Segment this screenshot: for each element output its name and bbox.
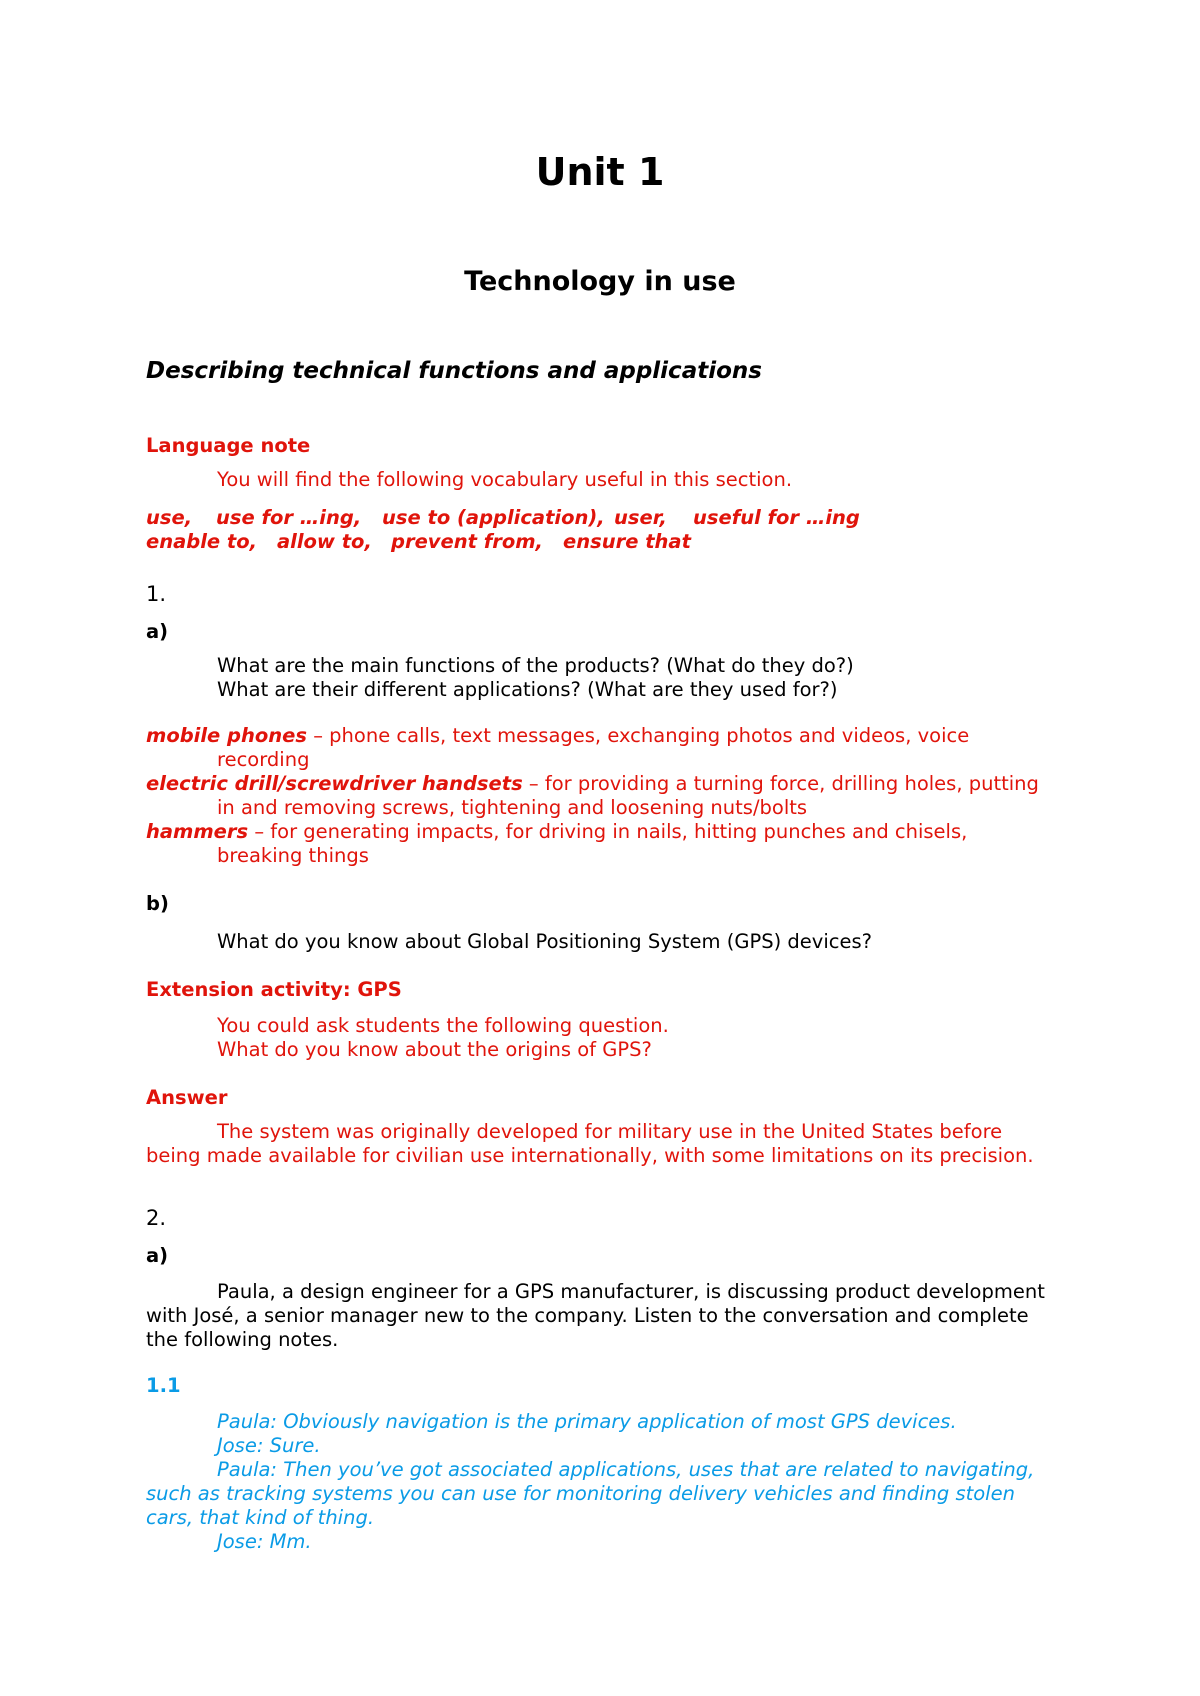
answer-text: in and removing screws, tightening and loosening nuts/bolts	[217, 796, 808, 819]
transcript-line: Paula: Then you’ve got associated applications, uses that are related to navigating,	[217, 1458, 1035, 1481]
part-label: a)	[146, 1244, 169, 1267]
answer-text: recording	[217, 748, 310, 771]
answer-item	[146, 724, 969, 748]
page-subtitle: Technology in use	[464, 266, 736, 297]
vocab-row-1	[146, 506, 860, 530]
extension-label: Extension activity: GPS	[146, 978, 402, 1001]
question-line: What are their different applications? (What are they used for?)	[217, 678, 838, 701]
page-title: Unit 1	[535, 150, 665, 194]
transcript-line: cars, that kind of thing.	[146, 1506, 375, 1529]
answer-text: phone calls, text messages, exchanging photos and videos, voice	[329, 724, 970, 747]
instruction-text: the following notes.	[146, 1328, 339, 1351]
answer-text: for providing a turning force, drilling holes, putting	[544, 772, 1039, 795]
answer-text: for generating impacts, for driving in nails, hitting punches and chisels,	[270, 820, 968, 843]
extension-text: What do you know about the origins of GPS?	[217, 1038, 652, 1061]
answer-text: The system was originally developed for military use in the United States before	[217, 1120, 1003, 1143]
answer-term: mobile phones	[146, 724, 308, 747]
vocab-term: user,	[614, 506, 667, 529]
part-label: a)	[146, 620, 169, 643]
part-label: b)	[146, 892, 169, 915]
question-line: What do you know about Global Positioning System (GPS) devices?	[217, 930, 872, 953]
transcript-line: Jose: Sure.	[217, 1434, 321, 1457]
section-heading: Describing technical functions and applications	[146, 358, 762, 384]
answer-dash: –	[307, 724, 330, 747]
vocab-term: allow to,	[277, 530, 372, 553]
instruction-text: with José, a senior manager new to the company. Listen to the conversation and complete	[146, 1304, 1029, 1327]
vocab-term: enable to,	[146, 530, 258, 553]
exercise-number: 1.	[146, 582, 167, 606]
question-line: What are the main functions of the products? (What do they do?)	[217, 654, 854, 677]
vocab-term: ensure that	[563, 530, 691, 553]
vocab-term: use for …ing,	[216, 506, 362, 529]
exercise-number: 2.	[146, 1206, 167, 1230]
answer-dash: –	[522, 772, 545, 795]
extension-text: You could ask students the following question.	[217, 1014, 669, 1037]
vocab-row-2	[146, 530, 691, 554]
answer-item	[146, 772, 1039, 796]
answer-text: breaking things	[217, 844, 369, 867]
vocab-term: useful for …ing	[693, 506, 860, 529]
instruction-text: Paula, a design engineer for a GPS manufacturer, is discussing product development	[217, 1280, 1045, 1303]
language-note-label: Language note	[146, 434, 311, 457]
transcript-line: Jose: Mm.	[217, 1530, 312, 1553]
vocab-term: use to (application),	[382, 506, 605, 529]
answer-term: hammers	[146, 820, 249, 843]
track-number: 1.1	[146, 1374, 181, 1397]
language-note-intro: You will find the following vocabulary useful in this section.	[217, 468, 793, 491]
answer-term: electric drill/screwdriver handsets	[146, 772, 523, 795]
answer-text: being made available for civilian use internationally, with some limitations on its precision.	[146, 1144, 1034, 1167]
answer-label: Answer	[146, 1086, 228, 1109]
answer-dash: –	[248, 820, 271, 843]
answer-item	[146, 820, 967, 844]
vocab-term: use,	[146, 506, 193, 529]
vocab-term: prevent from,	[391, 530, 543, 553]
transcript-line: such as tracking systems you can use for monitoring delivery vehicles and finding stolen	[146, 1482, 1015, 1505]
transcript-line: Paula: Obviously navigation is the primary application of most GPS devices.	[217, 1410, 957, 1433]
